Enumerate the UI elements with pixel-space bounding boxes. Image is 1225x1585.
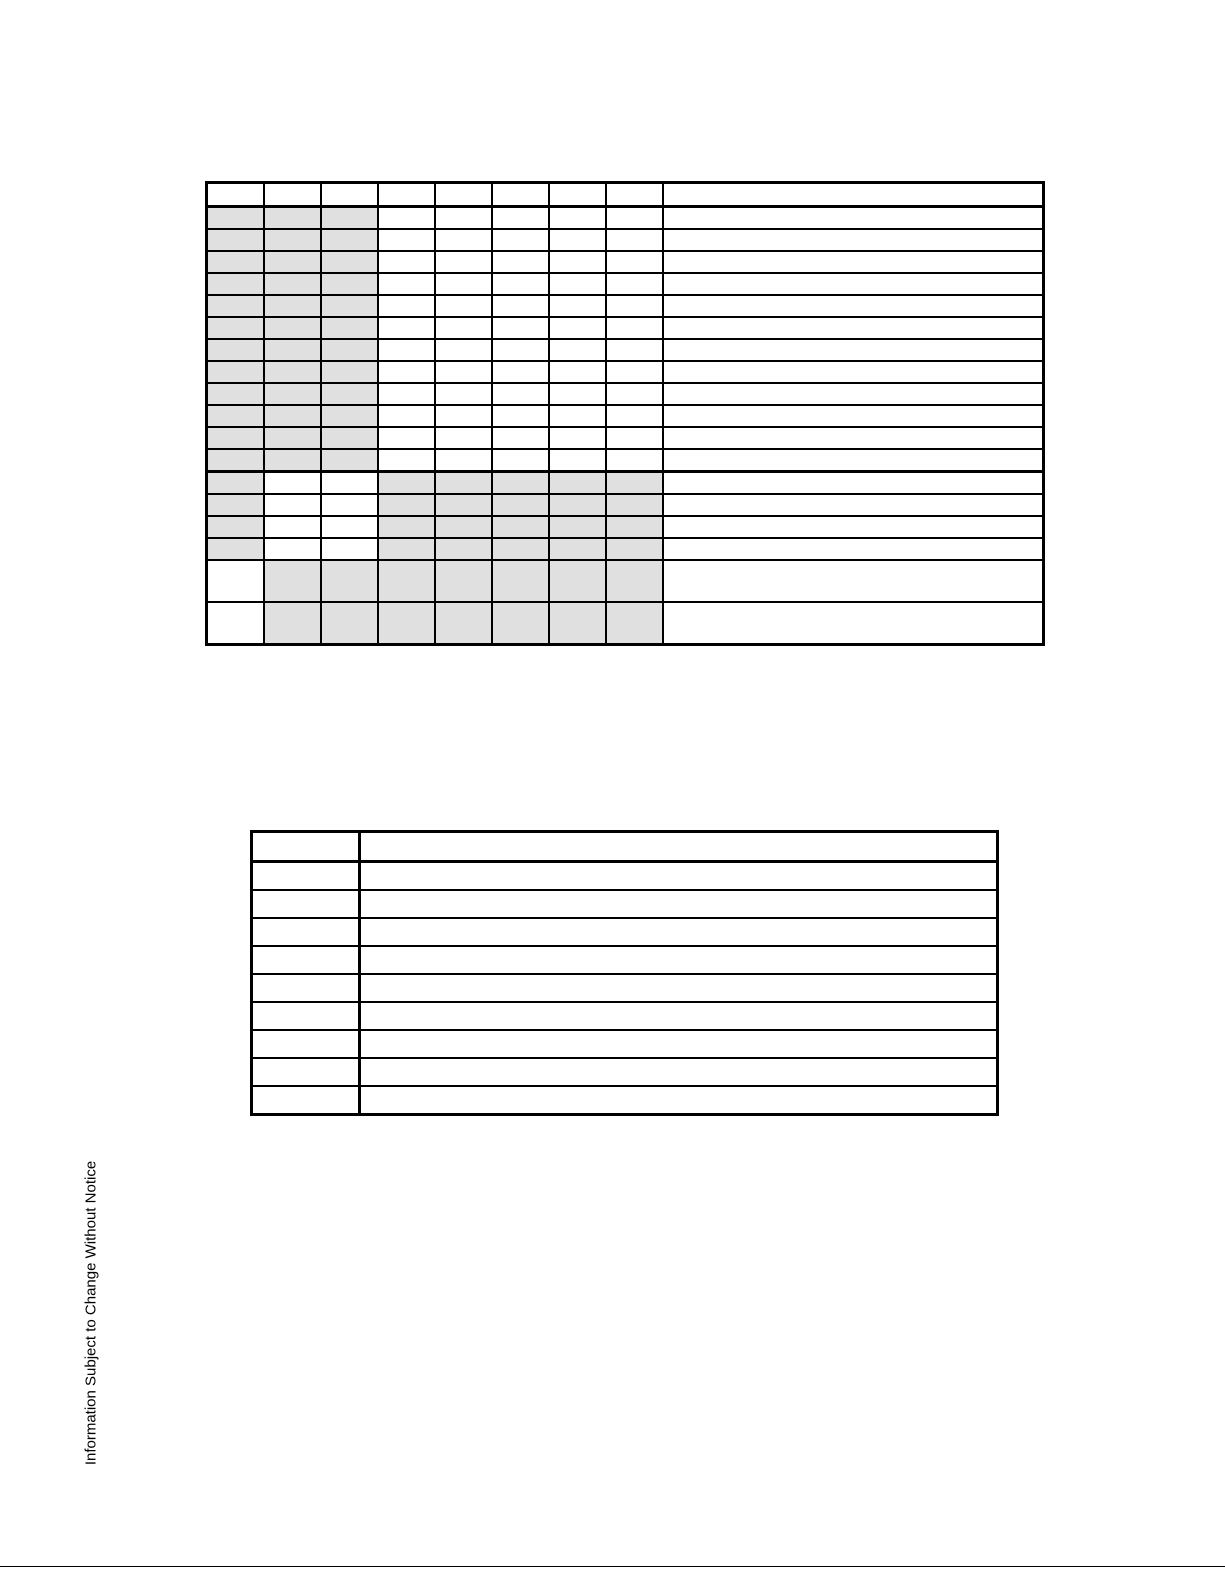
table-row — [207, 339, 1044, 361]
table-row — [252, 1030, 998, 1058]
table-row — [207, 427, 1044, 449]
table-row — [207, 405, 1044, 427]
table-row — [207, 251, 1044, 273]
table-row — [252, 974, 998, 1002]
table-row — [207, 383, 1044, 405]
table-row — [252, 918, 998, 946]
table-row — [252, 890, 998, 918]
table-row — [207, 273, 1044, 295]
register-bit-table — [205, 181, 1045, 646]
bottom-rule — [0, 1566, 1225, 1567]
table-row — [252, 1002, 998, 1030]
footer-notice: Information Subject to Change Without Notice — [82, 1160, 100, 1466]
legend-table — [250, 830, 999, 1116]
table-row — [207, 516, 1044, 538]
table-row — [207, 361, 1044, 383]
table-row — [252, 1058, 998, 1086]
table-row — [252, 1086, 998, 1115]
table-row — [207, 295, 1044, 317]
table-row — [207, 229, 1044, 251]
table-row — [207, 494, 1044, 516]
table-row — [207, 472, 1044, 495]
table-row — [207, 317, 1044, 339]
table-row — [252, 862, 998, 891]
table-row — [207, 207, 1044, 230]
table-row — [207, 449, 1044, 472]
table-row — [207, 602, 1044, 645]
table-row — [207, 560, 1044, 602]
table-row — [252, 946, 998, 974]
table-row — [207, 538, 1044, 560]
table-header-row — [207, 183, 1044, 207]
table-header-row — [252, 832, 998, 862]
